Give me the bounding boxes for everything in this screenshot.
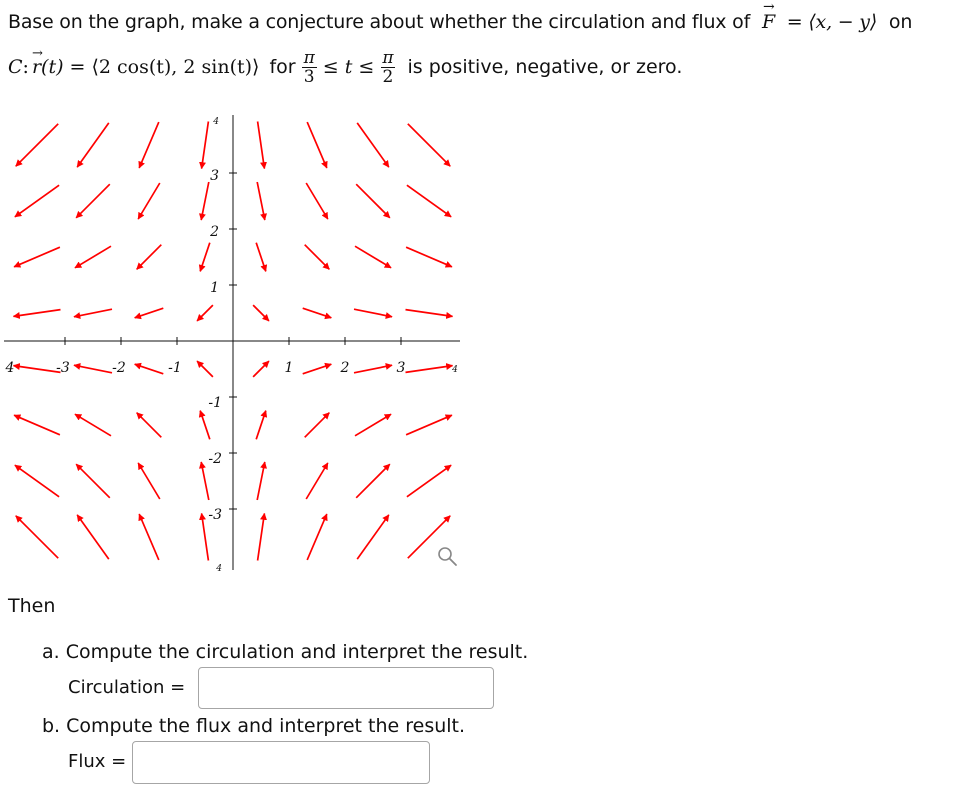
field-arrow xyxy=(14,366,61,373)
field-arrow xyxy=(305,413,330,438)
vector-r: → r xyxy=(31,46,43,78)
lower-bound-fraction xyxy=(302,49,317,86)
field-arrow xyxy=(14,310,61,317)
field-arrow xyxy=(138,183,160,219)
x-tick-label: 1 xyxy=(284,360,294,376)
colon: : xyxy=(22,56,29,78)
lower-bound-num: π xyxy=(303,47,315,68)
vector-arrow-icon: → xyxy=(31,46,43,61)
field-arrow xyxy=(75,414,111,436)
field-arrow xyxy=(14,247,60,267)
field-arrow xyxy=(303,364,332,374)
y-tick-label: -2 xyxy=(208,451,222,467)
field-arrow xyxy=(305,245,330,270)
upper-bound-den: 2 xyxy=(382,66,394,87)
upper-bound-num: π xyxy=(382,47,394,68)
field-arrow xyxy=(407,465,451,497)
field-arrow xyxy=(306,183,328,219)
x-tick-label: 2 xyxy=(340,360,350,376)
part-a-prompt: a. Compute the circulation and interpret the result. xyxy=(42,641,529,663)
circulation-label: Circulation = xyxy=(68,677,186,698)
field-arrow xyxy=(137,245,162,270)
field-arrow xyxy=(197,305,213,321)
field-arrow xyxy=(408,516,450,558)
field-arrow xyxy=(408,124,450,166)
field-arrow xyxy=(406,415,452,435)
parameter: (t) xyxy=(41,56,64,78)
y-tick-label: 2 xyxy=(210,224,219,240)
field-arrow xyxy=(135,308,164,318)
field-arrow xyxy=(354,365,392,373)
vector-field-plot[interactable] xyxy=(0,110,470,575)
field-arrow xyxy=(137,413,162,438)
field-arrow xyxy=(77,123,109,167)
field-arrow xyxy=(200,243,210,272)
field-arrow xyxy=(201,462,209,500)
y-tick-label: 4 xyxy=(216,564,222,574)
field-arrow xyxy=(256,243,266,272)
field-arrow xyxy=(253,361,269,377)
axis-tick-labels xyxy=(5,117,459,574)
magnifier-icon[interactable] xyxy=(439,548,456,565)
x-tick-label: 3 xyxy=(396,360,406,376)
field-arrow xyxy=(76,184,110,218)
field-arrow xyxy=(139,514,159,560)
field-arrow xyxy=(257,462,265,500)
then-label: Then xyxy=(8,595,56,617)
flux-input[interactable] xyxy=(132,741,430,784)
field-arrow xyxy=(14,415,60,435)
field-arrow xyxy=(197,361,213,377)
field-arrow xyxy=(135,364,164,374)
y-tick-label: 3 xyxy=(210,168,219,184)
x-tick-label: -1 xyxy=(168,360,182,376)
question-line-2 xyxy=(8,42,682,92)
field-arrow xyxy=(202,122,209,169)
flux-label: Flux = xyxy=(68,751,127,772)
x-tick-label: 4 xyxy=(5,360,15,376)
lower-bound-den: 3 xyxy=(303,66,315,87)
parametrization: = ⟨2 cos(t), 2 sin(t)⟩ xyxy=(69,56,260,78)
field-arrow xyxy=(201,182,209,220)
axes xyxy=(4,115,460,570)
field-arrow xyxy=(77,515,109,559)
vector-F: → F xyxy=(761,0,775,33)
upper-bound-fraction xyxy=(380,49,395,86)
vector-arrow-icon: → xyxy=(762,0,775,15)
x-tick-label: 4 xyxy=(452,365,458,375)
field-definition: = ⟨x, − y⟩ xyxy=(786,11,878,33)
circulation-input[interactable] xyxy=(198,667,494,709)
question-line-1 xyxy=(8,0,913,33)
field-arrow xyxy=(200,411,210,440)
field-arrow xyxy=(258,122,265,169)
field-arrow xyxy=(355,246,391,268)
field-arrow xyxy=(75,246,111,268)
field-arrow xyxy=(257,182,265,220)
field-arrow xyxy=(253,305,269,321)
field-arrow xyxy=(74,365,112,373)
field-arrow xyxy=(16,124,58,166)
y-tick-label: 1 xyxy=(210,280,219,296)
x-tick-label: -2 xyxy=(112,360,126,376)
field-arrow xyxy=(407,185,451,217)
field-arrow xyxy=(356,464,390,498)
y-tick-label: -1 xyxy=(208,395,222,411)
y-tick-label: -3 xyxy=(208,507,222,523)
on-word: on xyxy=(888,11,913,33)
field-arrow xyxy=(76,464,110,498)
field-arrow xyxy=(406,247,452,267)
inequality: ≤ t ≤ xyxy=(322,56,375,78)
field-arrow xyxy=(356,184,390,218)
field-arrow xyxy=(306,463,328,499)
question-tail: is positive, negative, or zero. xyxy=(407,56,683,78)
field-arrow xyxy=(256,411,266,440)
field-arrow xyxy=(74,309,112,317)
field-arrow xyxy=(307,122,327,168)
field-arrow xyxy=(406,366,453,373)
field-arrow xyxy=(138,463,160,499)
field-arrow xyxy=(406,310,453,317)
field-arrow xyxy=(307,514,327,560)
part-b-prompt: b. Compute the flux and interpret the result. xyxy=(42,715,466,737)
field-arrow xyxy=(355,414,391,436)
field-arrow xyxy=(15,185,59,217)
y-tick-label: 4 xyxy=(213,117,219,127)
x-tick-label: -3 xyxy=(56,360,70,376)
field-arrow xyxy=(354,309,392,317)
field-arrow xyxy=(357,123,389,167)
field-arrow xyxy=(303,308,332,318)
field-arrow xyxy=(258,514,265,561)
field-arrow xyxy=(139,122,159,168)
for-word: for xyxy=(269,56,296,78)
field-arrow xyxy=(15,465,59,497)
question-intro-text: Base on the graph, make a conjecture about whether the circulation and flux of xyxy=(8,11,751,33)
field-arrow xyxy=(16,516,58,558)
curve-name: C xyxy=(8,56,23,78)
field-arrow xyxy=(357,515,389,559)
